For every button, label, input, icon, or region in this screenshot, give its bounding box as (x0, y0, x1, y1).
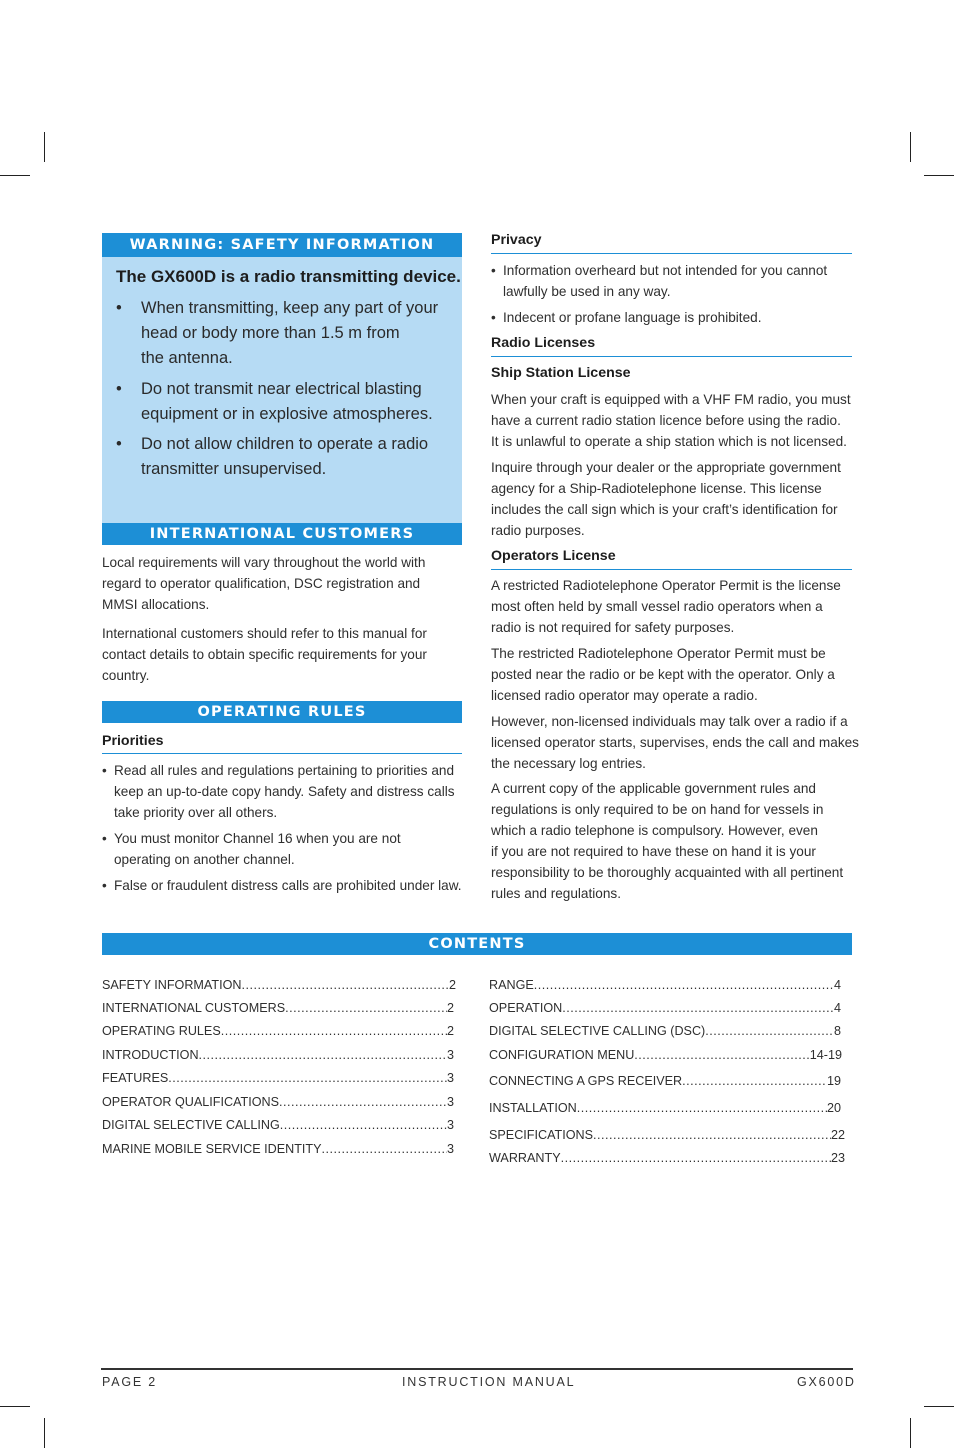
crop-mark (910, 1418, 911, 1448)
operators-paragraph: However, non-licensed individuals may talk over a radio if a licensed operator starts, supervises, ends the call and makes the necessary log entries. (491, 714, 859, 771)
international-paragraph: Local requirements will vary throughout the world with regard to operator qualification, DSC registration and MMSI allocations. (102, 555, 426, 612)
toc-entry[interactable]: FEATURES ..... 3 (102, 1070, 454, 1086)
international-paragraph: International customers should refer to this manual for contact details to obtain specific requirements for your country. (102, 626, 427, 683)
toc-entry[interactable]: SPECIFICATIONS ..... 22 (489, 1127, 845, 1143)
divider (491, 253, 852, 254)
footer-page-number: PAGE 2 (102, 1375, 158, 1389)
contents-title: CONTENTS (102, 933, 852, 955)
crop-mark (0, 175, 30, 176)
toc-entry[interactable]: WARRANTY ..... 23 (489, 1150, 845, 1166)
toc-entry[interactable]: SAFETY INFORMATION ..... 2 (102, 977, 456, 993)
crop-mark (44, 1418, 45, 1448)
divider (491, 356, 852, 357)
toc-entry[interactable]: RANGE ..... 4 (489, 977, 841, 993)
operators-paragraph: A restricted Radiotelephone Operator Permit is the license most often held by small vessel radio operators when a radio is not required for safety purposes. (491, 578, 841, 635)
operating-title: OPERATING RULES (102, 701, 462, 723)
footer-title: INSTRUCTION MANUAL (402, 1375, 576, 1389)
operators-paragraph: A current copy of the applicable government rules and regulations is only required to be on hand for vessels in which a radio telephone is compulsory. However, even if you are not required to have these on hand it is your responsibility to be thoroughly acquainted with all pertinent rules and regulations. (491, 781, 844, 901)
crop-mark (924, 175, 954, 176)
privacy-heading: Privacy (491, 232, 542, 248)
divider (102, 753, 462, 754)
crop-mark (44, 132, 45, 162)
priority-bullet: • False or fraudulent distress calls are prohibited under law. (102, 878, 462, 893)
warning-bullet: • Do not transmit near electrical blasting equipment or in explosive atmospheres. (116, 380, 433, 423)
toc-entry[interactable]: MARINE MOBILE SERVICE IDENTITY ..... 3 (102, 1141, 454, 1157)
priorities-heading: Priorities (102, 733, 164, 749)
ship-station-paragraph: When your craft is equipped with a VHF FM radio, you must have a current radio station licence before using the radio. It is unlawful to operate a ship station which is not licensed. (491, 392, 851, 449)
international-title: INTERNATIONAL CUSTOMERS (102, 523, 462, 545)
warning-bullet: • When transmitting, keep any part of your head or body more than 1.5 m from the antenna. (116, 299, 439, 367)
crop-mark (924, 1406, 954, 1407)
privacy-bullet: • Information overheard but not intended for you cannot lawfully be used in any way. (491, 263, 828, 299)
warning-title: WARNING: SAFETY INFORMATION (102, 233, 462, 257)
toc-entry[interactable]: INTERNATIONAL CUSTOMERS ..... 2 (102, 1000, 454, 1016)
operators-paragraph: The restricted Radiotelephone Operator Permit must be posted near the radio or be kept with the operator. Only a licensed radio operator may operate a radio. (491, 646, 835, 703)
toc-entry[interactable]: OPERATING RULES ..... 2 (102, 1023, 454, 1039)
footer-divider (101, 1368, 853, 1370)
toc-entry[interactable]: CONNECTING A GPS RECEIVER ..... 19 (489, 1073, 841, 1089)
crop-mark (0, 1406, 30, 1407)
ship-station-paragraph: Inquire through your dealer or the appropriate government agency for a Ship-Radiotelephone license. This license includes the call sign which is your craft’s identification for radio purposes. (491, 460, 841, 538)
radio-licenses-heading: Radio Licenses (491, 335, 596, 351)
toc-entry[interactable]: OPERATION ..... 4 (489, 1000, 841, 1016)
ship-station-heading: Ship Station License (491, 365, 631, 381)
privacy-bullet: • Indecent or profane language is prohibited. (491, 310, 762, 325)
priority-bullet: • Read all rules and regulations pertaining to priorities and keep an up-to-date copy handy. Safety and distress calls take priority over all others. (102, 763, 455, 820)
toc-entry[interactable]: INTRODUCTION ..... 3 (102, 1047, 454, 1063)
footer-model: GX600D (797, 1375, 856, 1389)
warning-bullet: • Do not allow children to operate a radio transmitter unsupervised. (116, 435, 429, 478)
toc-entry[interactable]: INSTALLATION ..... 20 (489, 1100, 841, 1116)
toc-entry[interactable]: OPERATOR QUALIFICATIONS ..... 3 (102, 1094, 454, 1110)
toc-entry[interactable]: DIGITAL SELECTIVE CALLING ..... 3 (102, 1117, 454, 1133)
operators-license-heading: Operators License (491, 548, 616, 564)
warning-heading: The GX600D is a radio transmitting device. (116, 267, 461, 286)
toc-entry[interactable]: CONFIGURATION MENU ..... 14-19 (489, 1047, 842, 1063)
crop-mark (910, 132, 911, 162)
toc-entry[interactable]: DIGITAL SELECTIVE CALLING (DSC) ..... 8 (489, 1023, 841, 1039)
priority-bullet: • You must monitor Channel 16 when you are not operating on another channel. (102, 831, 401, 867)
warning-box (102, 233, 462, 523)
divider (491, 569, 852, 570)
